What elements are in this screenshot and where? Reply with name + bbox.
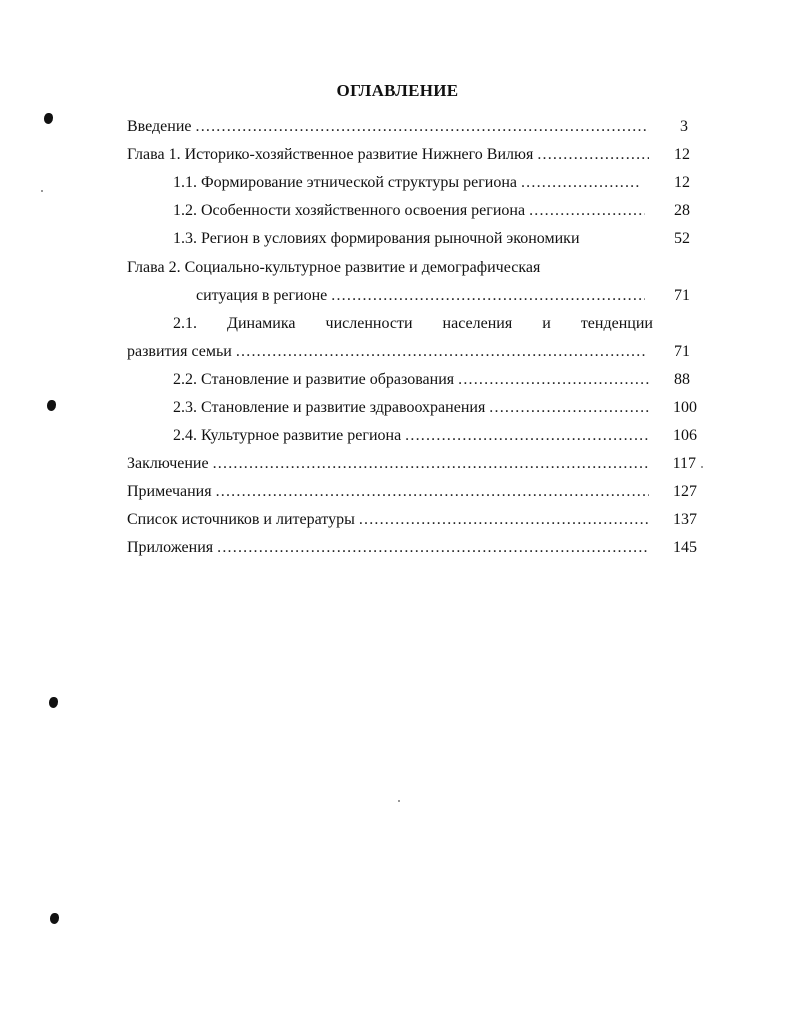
toc-word: 2.1.	[173, 315, 197, 332]
dot-leader	[359, 508, 649, 532]
toc-entry-chapter-1	[127, 143, 653, 167]
toc-entry-text: 2.2. Становление и развитие образования	[173, 371, 455, 388]
toc-entry-text: ситуация в регионе	[196, 287, 328, 304]
dot-leader	[537, 143, 649, 167]
toc-entry-text: 1.1. Формирование этнической структуры региона	[173, 174, 517, 191]
toc-entry-text: 2.4. Культурное развитие региона	[173, 427, 402, 444]
scan-mark	[44, 113, 53, 124]
toc-page-number: 117	[672, 455, 696, 472]
toc-page-number: 106	[673, 427, 697, 444]
toc-page-number: 3	[680, 118, 688, 135]
toc-entry-text: Глава 1. Историко-хозяйственное развитие Нижнего Вилюя	[127, 146, 534, 163]
toc-entry-text: Заключение	[127, 455, 209, 472]
scan-speck	[41, 190, 43, 192]
dot-leader	[216, 480, 649, 504]
toc-entry-text: 2.3. Становление и развитие здравоохранения	[173, 399, 486, 416]
toc-page-number: 28	[674, 202, 690, 219]
dot-leader	[213, 452, 649, 476]
toc-word: Динамика	[227, 315, 296, 332]
toc-entry-text: 1.3. Регион в условиях формирования рыночной экономики	[173, 230, 580, 247]
toc-page-number: 88	[674, 371, 690, 388]
toc-entry-section-1-2	[173, 199, 649, 223]
dot-leader	[489, 396, 649, 420]
toc-entry-bibliography	[127, 508, 653, 532]
toc-word: и	[542, 315, 551, 332]
toc-page-number: 12	[674, 174, 690, 191]
dot-leader	[521, 171, 641, 195]
dot-leader	[529, 199, 645, 223]
toc-entry-notes	[127, 480, 653, 504]
toc-entry-conclusion	[127, 452, 653, 476]
dot-leader	[196, 115, 650, 139]
toc-word: тенденции	[580, 315, 653, 332]
toc-entry-appendices	[127, 536, 653, 560]
toc-entry-chapter-2-line-2	[196, 284, 649, 308]
toc-entry-section-2-4	[173, 424, 653, 448]
page-title: ОГЛАВЛЕНИЕ	[336, 81, 459, 100]
toc-page-number: 71	[674, 287, 690, 304]
toc-entry-text: развития семьи	[127, 343, 232, 360]
dot-leader	[331, 284, 645, 308]
toc-word: численности	[325, 315, 413, 332]
toc-page-number: 100	[673, 399, 697, 416]
scan-mark	[49, 697, 58, 708]
toc-entry-text: Приложения	[127, 539, 214, 556]
toc-page-number: 127	[673, 483, 697, 500]
toc-entry-section-2-2	[173, 368, 653, 392]
toc-entry-text: Примечания	[127, 483, 212, 500]
toc-entry-introduction	[127, 115, 653, 139]
toc-page-number: 137	[673, 511, 697, 528]
toc-entry-text: Список источников и литературы	[127, 511, 355, 528]
toc-page-number: 12	[674, 146, 690, 163]
toc-entry-section-2-1-line-2	[127, 340, 649, 364]
toc-entry-text: 1.2. Особенности хозяйственного освоения региона	[173, 202, 526, 219]
toc-page-number: 71	[674, 343, 690, 360]
toc-entry-text: Введение	[127, 118, 192, 135]
scan-speck	[398, 800, 400, 802]
toc-entry-text: Глава 2. Социально-культурное развитие и демографическая	[127, 259, 541, 276]
toc-entry-section-1-1	[173, 171, 645, 195]
dot-leader	[236, 340, 645, 364]
toc-word: населения	[442, 315, 513, 332]
dot-leader	[217, 536, 649, 560]
dot-leader	[405, 424, 649, 448]
toc-page-number: 52	[674, 230, 690, 247]
scan-mark	[47, 400, 56, 411]
toc-page-number: 145	[673, 539, 697, 556]
scan-speck	[701, 466, 703, 468]
scan-mark	[50, 913, 59, 924]
toc-entry-section-1-3	[173, 227, 653, 251]
toc-entry-chapter-2-line-1	[127, 256, 653, 280]
toc-entry-section-2-1-line-1	[173, 312, 653, 336]
dot-leader	[458, 368, 649, 392]
toc-entry-section-2-3	[173, 396, 653, 420]
